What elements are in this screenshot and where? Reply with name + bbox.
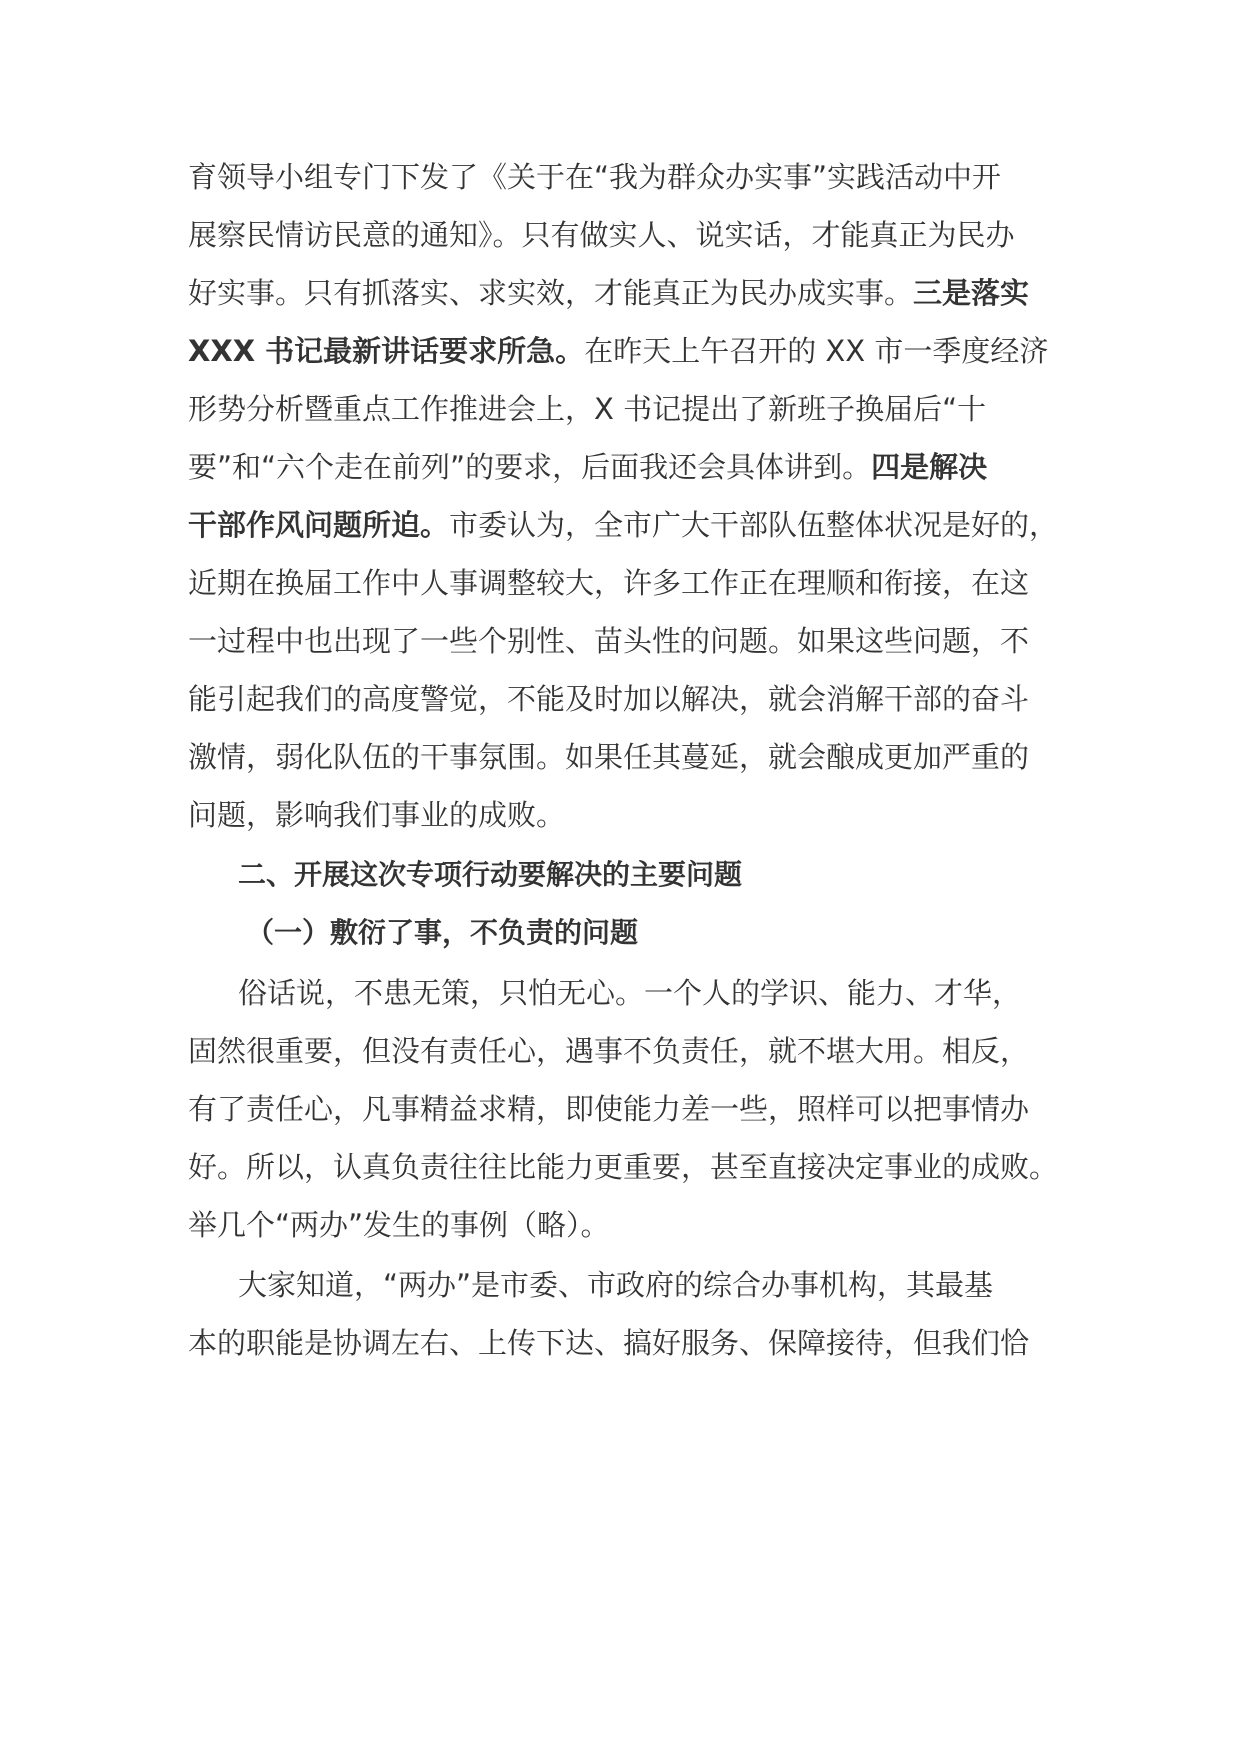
text-line [188, 1147, 1093, 1187]
bold-text-run: XXX 书记最新讲话要求所急。 [188, 334, 585, 368]
subsection-heading [246, 913, 1151, 953]
text-line [188, 563, 1093, 603]
text-run: 要”和“六个走在前列”的要求，后面我还会具体讲到。 [188, 450, 872, 484]
text-run: 固然很重要，但没有责任心，遇事不负责任，就不堪大用。相反， [188, 1034, 1030, 1068]
text-run: 有了责任心，凡事精益求精，即使能力差一些，照样可以把事情办 [188, 1092, 1030, 1126]
bold-text-run: 四是解决 [871, 450, 988, 484]
text-run: 激情，弱化队伍的干事氛围。如果任其蔓延，就会酿成更加严重的 [188, 740, 1030, 774]
text-line [188, 621, 1093, 661]
text-line [188, 505, 1093, 545]
text-run: 形势分析暨重点工作推进会上，X 书记提出了新班子换届后“十 [188, 392, 987, 426]
text-line [188, 679, 1093, 719]
text-line [188, 1205, 1093, 1245]
text-line [188, 1031, 1093, 1071]
bold-text-run: 三是落实 [913, 276, 1030, 310]
section-heading [238, 855, 1143, 895]
text-line [238, 973, 1143, 1013]
text-line [188, 157, 1093, 197]
text-line [188, 795, 1093, 835]
text-run: 近期在换届工作中人事调整较大，许多工作正在理顺和衔接，在这 [188, 566, 1030, 600]
text-run: 展察民情访民意的通知》。只有做实人、说实话，才能真正为民办 [188, 218, 1015, 252]
text-run: 市委认为，全市广大干部队伍整体状况是好的， [449, 508, 1059, 542]
text-run: 本的职能是协调左右、上传下达、搞好服务、保障接待，但我们恰 [188, 1326, 1030, 1360]
text-run: 好实事。只有抓落实、求实效，才能真正为民办成实事。 [188, 276, 914, 310]
text-line [188, 215, 1093, 255]
text-line [188, 447, 1093, 487]
text-line [188, 273, 1093, 313]
text-line [188, 1089, 1093, 1129]
text-line [188, 737, 1093, 777]
text-run: 大家知道，“两办”是市委、市政府的综合办事机构，其最基 [238, 1268, 994, 1302]
text-run: 一过程中也出现了一些个别性、苗头性的问题。如果这些问题，不 [188, 624, 1030, 658]
text-run: 举几个“两办”发生的事例（略）。 [188, 1208, 610, 1242]
text-line [188, 331, 1093, 371]
text-run: 在昨天上午召开的 XX 市一季度经济 [584, 334, 1049, 368]
text-line [188, 389, 1093, 429]
text-line [188, 1323, 1093, 1363]
subsection-heading-text: （一）敷衍了事，不负责的问题 [246, 916, 639, 949]
section-heading-text: 二、开展这次专项行动要解决的主要问题 [238, 858, 743, 891]
text-run: 能引起我们的高度警觉，不能及时加以解决，就会消解干部的奋斗 [188, 682, 1030, 716]
text-run: 俗话说，不患无策，只怕无心。一个人的学识、能力、才华， [238, 976, 1022, 1010]
text-run: 育领导小组专门下发了《关于在“我为群众办实事”实践活动中开 [188, 160, 1002, 194]
bold-text-run: 干部作风问题所迫。 [188, 508, 450, 542]
text-run: 好。所以，认真负责往往比能力更重要，甚至直接决定事业的成败。 [188, 1150, 1059, 1184]
text-line [238, 1265, 1143, 1305]
text-run: 问题，影响我们事业的成败。 [188, 798, 566, 832]
